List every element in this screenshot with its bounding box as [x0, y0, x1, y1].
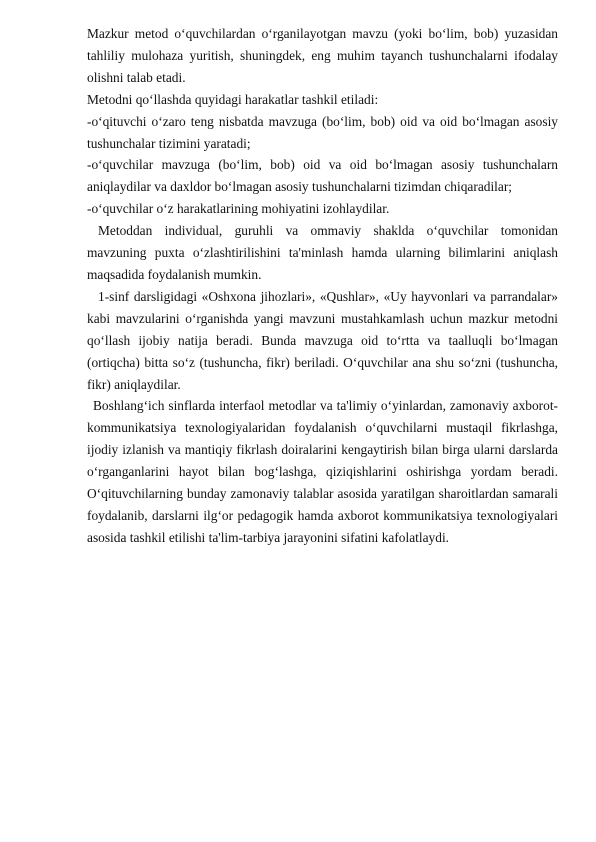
paragraph-step-teacher: -o‘qituvchi o‘zaro teng nisbatda mavzuga (bo‘lim, bob) oid va oid bo‘lmagan asosiy tushunchalar tizimini yaratadi;	[87, 113, 558, 151]
paragraph-usage-forms: Metoddan individual, guruhli va ommaviy shaklda o‘quvchilar tomonidan mavzuning puxta o‘zlashtirilishini ta'minlash hamda ularning bilimlarini aniqlash maqsadida foydalanish mumkin.	[87, 223, 558, 282]
paragraph-method-intro: Mazkur metod o‘quvchilardan o‘rganilayotgan mavzu (yoki bo‘lim, bob) yuzasidan tahliliy mulohaza yuritish, shuningdek, eng muhim tayanch tushunchalarni ifodalay olishni talab etadi.	[87, 26, 558, 85]
paragraph-actions-heading: Metodni qo‘llashda quyidagi harakatlar tashkil etiladi:	[87, 91, 379, 107]
paragraph-step-students-explain: -o‘quvchilar o‘z harakatlarining mohiyatini izohlaydilar.	[87, 201, 390, 217]
paragraph-conclusion: Boshlang‘ich sinflarda interfaol metodlar va ta'limiy o‘yinlardan, zamonaviy axborot-kommunikatsiya texnologiyalaridan foydalanish o‘quvchilarni mustaqil fikrlashga, ijodiy izlanish va mantiqiy fikrlash doiralarini kengaytirish bilan birga ularni darslarda o‘rganganlarini hayot bilan bog‘lashga, qiziqishlarini oshirishga yordam beradi. O‘qituvchilarning bunday zamonaviy talablar asosida yaratilgan sharoitlardan samarali foydalanib, darslarni ilg‘or pedagogik hamda axborot kommunikatsiya texnologiyalari asosida tashkil etilishi ta'lim-tarbiya jarayonini sifatini kafolatlaydi.	[87, 398, 558, 545]
paragraph-step-students-identify: -o‘quvchilar mavzuga (bo‘lim, bob) oid va oid bo‘lmagan asosiy tushunchalarn aniqlaydilar va daxldor bo‘lmagan asosiy tushunchalarni tizimdan chiqaradilar;	[87, 157, 558, 195]
paragraph-grade1-example: 1-sinf darsligidagi «Oshxona jihozlari», «Qushlar», «Uy hayvonlari va parrandalar» kabi mavzularini o‘rganishda yangi mavzuni mustahkamlash uchun mazkur metodni qo‘llash ijobiy natija beradi. Bunda mavzuga oid to‘rtta va taalluqli bo‘lmagan (ortiqcha) bitta so‘z (tushuncha, fikr) beriladi. O‘quvchilar ana shu so‘zni (tushuncha, fikr) aniqlaydilar.	[87, 288, 558, 392]
document-page	[87, 23, 558, 549]
